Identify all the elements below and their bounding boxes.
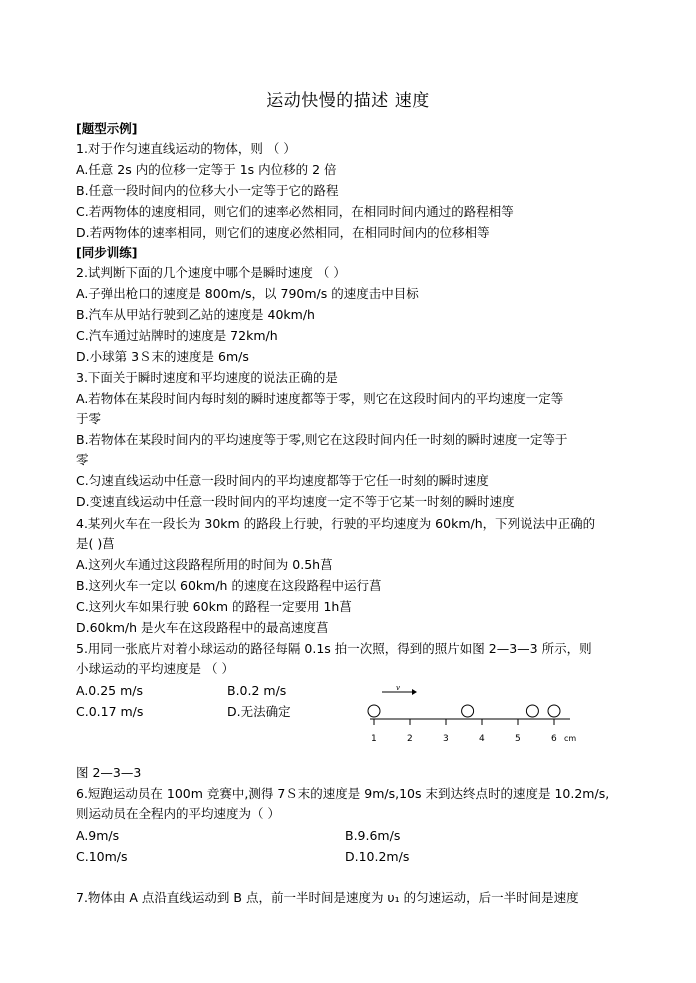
figure-caption: 图 2—3—3 (76, 765, 142, 780)
q2-stem: 2.试判断下面的几个速度中哪个是瞬时速度 （ ） (76, 265, 346, 280)
q6-option-d: D.10.2m/s (345, 849, 410, 864)
q3-option-b-line1: B.若物体在某段时间内的平均速度等于零,则它在这段时间内任一时刻的瞬时速度一定等于 (76, 432, 568, 447)
q4-stem-line2: 是( )菖 (76, 536, 115, 551)
strobe-photo-figure (360, 684, 580, 744)
q5-option-b: B.0.2 m/s (227, 683, 287, 698)
q5-option-c: C.0.17 m/s (76, 704, 144, 719)
ruler-tick-label: 6 (551, 734, 557, 744)
q3-stem: 3.下面关于瞬时速度和平均速度的说法正确的是 (76, 370, 338, 385)
q6-stem-line1: 6.短跑运动员在 100m 竞赛中,测得 7Ｓ末的速度是 9m/s,10s 末到达终点时的速度是 10.2m/s, (76, 786, 610, 801)
q2-option-b: B.汽车从甲站行驶到乙站的速度是 40km/h (76, 307, 315, 322)
q2-option-d: D.小球第 3Ｓ末的速度是 6m/s (76, 349, 249, 364)
section-heading-example: [题型示例] (76, 121, 138, 136)
q4-option-d: D.60km/h 是火车在这段路程中的最高速度菖 (76, 620, 329, 635)
ball-image (462, 705, 474, 717)
q1-stem: 1.对于作匀速直线运动的物体，则 （ ） (76, 141, 296, 156)
q4-option-b: B.这列火车一定以 60km/h 的速度在这段路程中运行菖 (76, 578, 382, 593)
q3-option-b-line2: 零 (76, 452, 89, 467)
ruler-tick-label: 1 (371, 734, 377, 744)
q1-option-d: D.若两物体的速率相同，则它们的速度必然相同，在相同时间内的位移相等 (76, 225, 490, 240)
ball-image (368, 705, 380, 717)
q5-stem-line1: 5.用同一张底片对着小球运动的路径每隔 0.1s 拍一次照，得到的照片如图 2—3—3 所示，则 (76, 641, 592, 656)
ruler-tick-label: 3 (443, 734, 449, 744)
q6-option-a: A.9m/s (76, 828, 120, 843)
q1-option-b: B.任意一段时间内的位移大小一定等于它的路程 (76, 183, 339, 198)
ruler-tick-label: 4 (479, 734, 485, 744)
q4-option-c: C.这列火车如果行驶 60km 的路程一定要用 1h菖 (76, 599, 352, 614)
q5-stem-line2: 小球运动的平均速度是 （ ） (76, 661, 234, 676)
q2-option-a: A.子弹出枪口的速度是 800m/s，以 790m/s 的速度击中目标 (76, 286, 419, 301)
ruler-tick-label: 5 (515, 734, 521, 744)
q4-option-a: A.这列火车通过这段路程所用的时间为 0.5h菖 (76, 557, 333, 572)
q3-option-a-line2: 于零 (76, 411, 102, 426)
ball-image (526, 705, 538, 717)
q3-option-c: C.匀速直线运动中任意一段时间内的平均速度都等于它任一时刻的瞬时速度 (76, 473, 489, 488)
q7-stem: 7.物体由 A 点沿直线运动到 B 点，前一半时间是速度为 υ₁ 的匀速运动，后一半时间是速度 (76, 890, 579, 905)
q1-option-a: A.任意 2s 内的位移一定等于 1s 内位移的 2 倍 (76, 162, 337, 177)
page-title: 运动快慢的描述 速度 (266, 91, 430, 111)
unit-label: cm (564, 734, 577, 743)
q5-option-a: A.0.25 m/s (76, 683, 144, 698)
ball-image (548, 705, 560, 717)
q6-stem-line2: 则运动员在全程内的平均速度为（ ） (76, 806, 280, 821)
velocity-arrow-head (412, 689, 417, 695)
q5-option-d: D.无法确定 (227, 704, 291, 719)
q3-option-d: D.变速直线运动中任意一段时间内的平均速度一定不等于它某一时刻的瞬时速度 (76, 494, 515, 509)
q6-option-b: B.9.6m/s (345, 828, 401, 843)
q6-option-c: C.10m/s (76, 849, 128, 864)
ruler-tick-label: 2 (407, 734, 413, 744)
q2-option-c: C.汽车通过站牌时的速度是 72km/h (76, 328, 278, 343)
q1-option-c: C.若两物体的速度相同，则它们的速率必然相同，在相同时间内通过的路程相等 (76, 204, 514, 219)
section-heading-practice: [同步训练] (76, 245, 138, 260)
q4-stem-line1: 4.某列火车在一段长为 30km 的路段上行驶，行驶的平均速度为 60km/h，下列说法中正确的 (76, 516, 596, 531)
velocity-label: v (396, 684, 400, 692)
q3-option-a-line1: A.若物体在某段时间内每时刻的瞬时速度都等于零，则它在这段时间内的平均速度一定等 (76, 391, 564, 406)
